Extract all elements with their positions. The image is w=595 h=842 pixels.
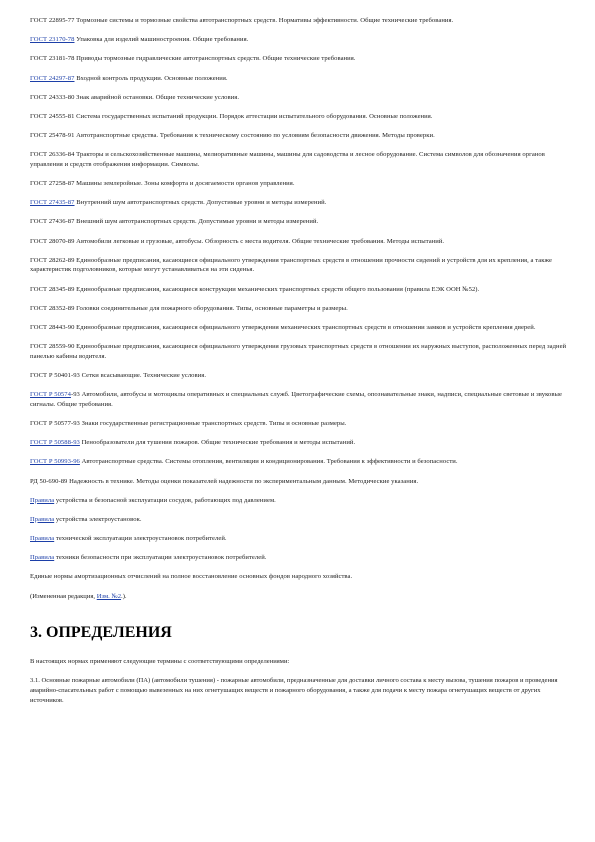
reference-link[interactable]: Правила bbox=[30, 496, 55, 504]
reference-text: Входной контроль продукции. Основные положения. bbox=[74, 74, 228, 82]
reference-item bbox=[30, 35, 570, 45]
reference-text: ГОСТ 22895-77 Тормозные системы и тормозные свойства автотранспортных средств. Нормативы эффективности. Общие технические требования. bbox=[30, 17, 454, 24]
reference-text: ГОСТ 23181-78 Приводы тормозные гидравлические автотранспортных средств. Общие технические требования. bbox=[30, 55, 356, 63]
reference-text: ГОСТ 26336-84 Тракторы и сельскохозяйственные машины, мелиоративные машины, машины для садоводства и лесное оборудование. Система символов для обозначения органов управления и средств отображения информации. Символы. bbox=[30, 151, 545, 168]
definitions-intro: В настоящих нормах применяют следующие термины с соответствующими определениями: bbox=[30, 658, 290, 666]
reference-text: ГОСТ Р 50401-93 Сетки всасывающие. Технические условия. bbox=[30, 371, 207, 379]
amendment-note-suffix: .). bbox=[121, 592, 127, 600]
reference-text: ГОСТ 27258-87 Машины землеройные. Зоны комфорта и досягаемости органов управления. bbox=[30, 180, 295, 188]
reference-item bbox=[30, 112, 570, 122]
reference-text: ГОСТ Р 50577-93 Знаки государственные регистрационные транспортных средств. Типы и основные размеры. bbox=[30, 419, 347, 427]
reference-text: устройства электроустановок. bbox=[54, 515, 142, 523]
reference-text: Единые нормы амортизационных отчислений на полное восстановление основных фондов народного хозяйства. bbox=[30, 573, 353, 581]
reference-item bbox=[30, 304, 570, 314]
reference-link[interactable]: Правила bbox=[30, 515, 55, 523]
reference-item bbox=[30, 150, 570, 169]
reference-text: ГОСТ 28262-89 Единообразные предписания, касающиеся официального утверждения транспортных средств в отношении прочности сидений и устройств для их крепления, а также характеристик подголовников, которые могут устанавливаться на эти сиденья. bbox=[30, 256, 552, 274]
reference-link[interactable]: ГОСТ Р 50574 bbox=[30, 391, 71, 399]
reference-item bbox=[30, 323, 570, 333]
reference-text: технической эксплуатации электроустановок потребителей. bbox=[54, 535, 227, 543]
reference-text: техники безопасности при эксплуатации электроустановок потребителей. bbox=[54, 554, 267, 562]
reference-text: Упаковка для изделий машиностроения. Общие требования. bbox=[74, 36, 249, 44]
reference-item bbox=[30, 198, 570, 208]
normative-references-list bbox=[30, 16, 570, 582]
reference-item bbox=[30, 496, 570, 506]
amendment-note-prefix: (Измененная редакция, bbox=[30, 592, 97, 600]
reference-item bbox=[30, 237, 570, 247]
reference-item bbox=[30, 342, 570, 361]
reference-item bbox=[30, 74, 570, 84]
reference-item bbox=[30, 553, 570, 563]
reference-item bbox=[30, 54, 570, 64]
reference-text: ГОСТ 28559-90 Единообразные предписания, касающиеся официального утверждения грузовых транспортных средств в отношении их наружных выступов, расположенных перед задней панелью кабины водителя. bbox=[30, 343, 567, 360]
reference-item bbox=[30, 217, 570, 227]
reference-item bbox=[30, 256, 570, 275]
reference-item bbox=[30, 16, 570, 26]
reference-item bbox=[30, 572, 570, 582]
reference-item bbox=[30, 390, 570, 409]
reference-text: ГОСТ 27436-87 Внешний шум автотранспортных средств. Допустимые уровни и методы измерений. bbox=[30, 218, 319, 226]
reference-text: РД 50-690-89 Надежность в технике. Методы оценки показателей надежности по экспериментальным данным. Методические указания. bbox=[30, 477, 419, 485]
document-page bbox=[30, 16, 570, 705]
reference-text: ГОСТ 24333-80 Знак аварийной остановки. Общие технические условия. bbox=[30, 93, 240, 101]
reference-item bbox=[30, 477, 570, 487]
reference-link[interactable]: Правила bbox=[30, 535, 55, 543]
reference-item bbox=[30, 93, 570, 103]
reference-item bbox=[30, 285, 570, 295]
reference-item bbox=[30, 515, 570, 525]
reference-item bbox=[30, 534, 570, 544]
reference-item bbox=[30, 131, 570, 141]
reference-link[interactable]: ГОСТ 24297-87 bbox=[30, 74, 75, 82]
reference-text: ГОСТ 28070-89 Автомобили легковые и грузовые, автобусы. Обзорность с места водителя. Общие технические требования. Методы испытаний. bbox=[30, 237, 445, 245]
reference-text: Автотранспортные средства. Системы отопления, вентиляции и кондиционирования. Требования к эффективности и безопасности. bbox=[79, 458, 458, 466]
reference-item bbox=[30, 419, 570, 429]
reference-text: ГОСТ 25478-91 Автотранспортные средства. Требования к техническому состоянию по условиям безопасности движения. Методы проверки. bbox=[30, 132, 435, 140]
reference-item bbox=[30, 457, 570, 467]
reference-text: -93 Автомобили, автобусы и мотоциклы оперативных и специальных служб. Цветографические схемы, опознавательные знаки, надписи, специальные световые и звуковые сигналы. Общие требования. bbox=[30, 391, 562, 408]
definition-3-1: 3.1. Основные пожарные автомобили (ПА) (автомобили тушения) - пожарные автомобили, предназначенные для доставки личного состава к месту вызова, тушения пожаров и проведения аварийно-спасательных работ с помощью вывезенных на них огнетушащих веществ и пожарного оборудования, а также для подачи к месту пожара огнетушащих веществ от других источников. bbox=[30, 677, 558, 704]
reference-link[interactable]: ГОСТ Р 50588-93 bbox=[30, 439, 80, 447]
reference-text: ГОСТ 28352-89 Головки соединительные для пожарного оборудования. Типы, основные параметры и размеры. bbox=[30, 304, 348, 312]
reference-item bbox=[30, 438, 570, 448]
reference-link[interactable]: ГОСТ 23170-78 bbox=[30, 36, 75, 44]
reference-text: ГОСТ 28443-90 Единообразные предписания, касающиеся официального утверждения механических транспортных средств в отношении замков и устройств крепления дверей. bbox=[30, 324, 536, 331]
reference-text: Внутренний шум автотранспортных средств. Допустимые уровни и методы измерений. bbox=[74, 199, 327, 207]
reference-item bbox=[30, 371, 570, 381]
amendment-link[interactable]: Изм. №2 bbox=[96, 592, 122, 600]
reference-text: Пенообразователи для тушения пожаров. Общие технические требования и методы испытаний. bbox=[79, 439, 356, 447]
section-title: 3. ОПРЕДЕЛЕНИЯ bbox=[30, 624, 172, 642]
reference-link[interactable]: ГОСТ 27435-87 bbox=[30, 199, 75, 207]
reference-text: устройства и безопасной эксплуатации сосудов, работающих под давлением. bbox=[54, 496, 276, 504]
reference-link[interactable]: Правила bbox=[30, 554, 55, 562]
amendment-note bbox=[30, 592, 570, 602]
reference-text: ГОСТ 28345-89 Единообразные предписания, касающиеся конструкции механических транспортных средств общего пользования (правила ЕЭК ООН №52). bbox=[30, 285, 480, 293]
reference-item bbox=[30, 179, 570, 189]
reference-link[interactable]: ГОСТ Р 50993-96 bbox=[30, 458, 80, 466]
reference-text: ГОСТ 24555-81 Система государственных испытаний продукции. Порядок аттестации испытательного оборудования. Основные положения. bbox=[30, 112, 433, 120]
